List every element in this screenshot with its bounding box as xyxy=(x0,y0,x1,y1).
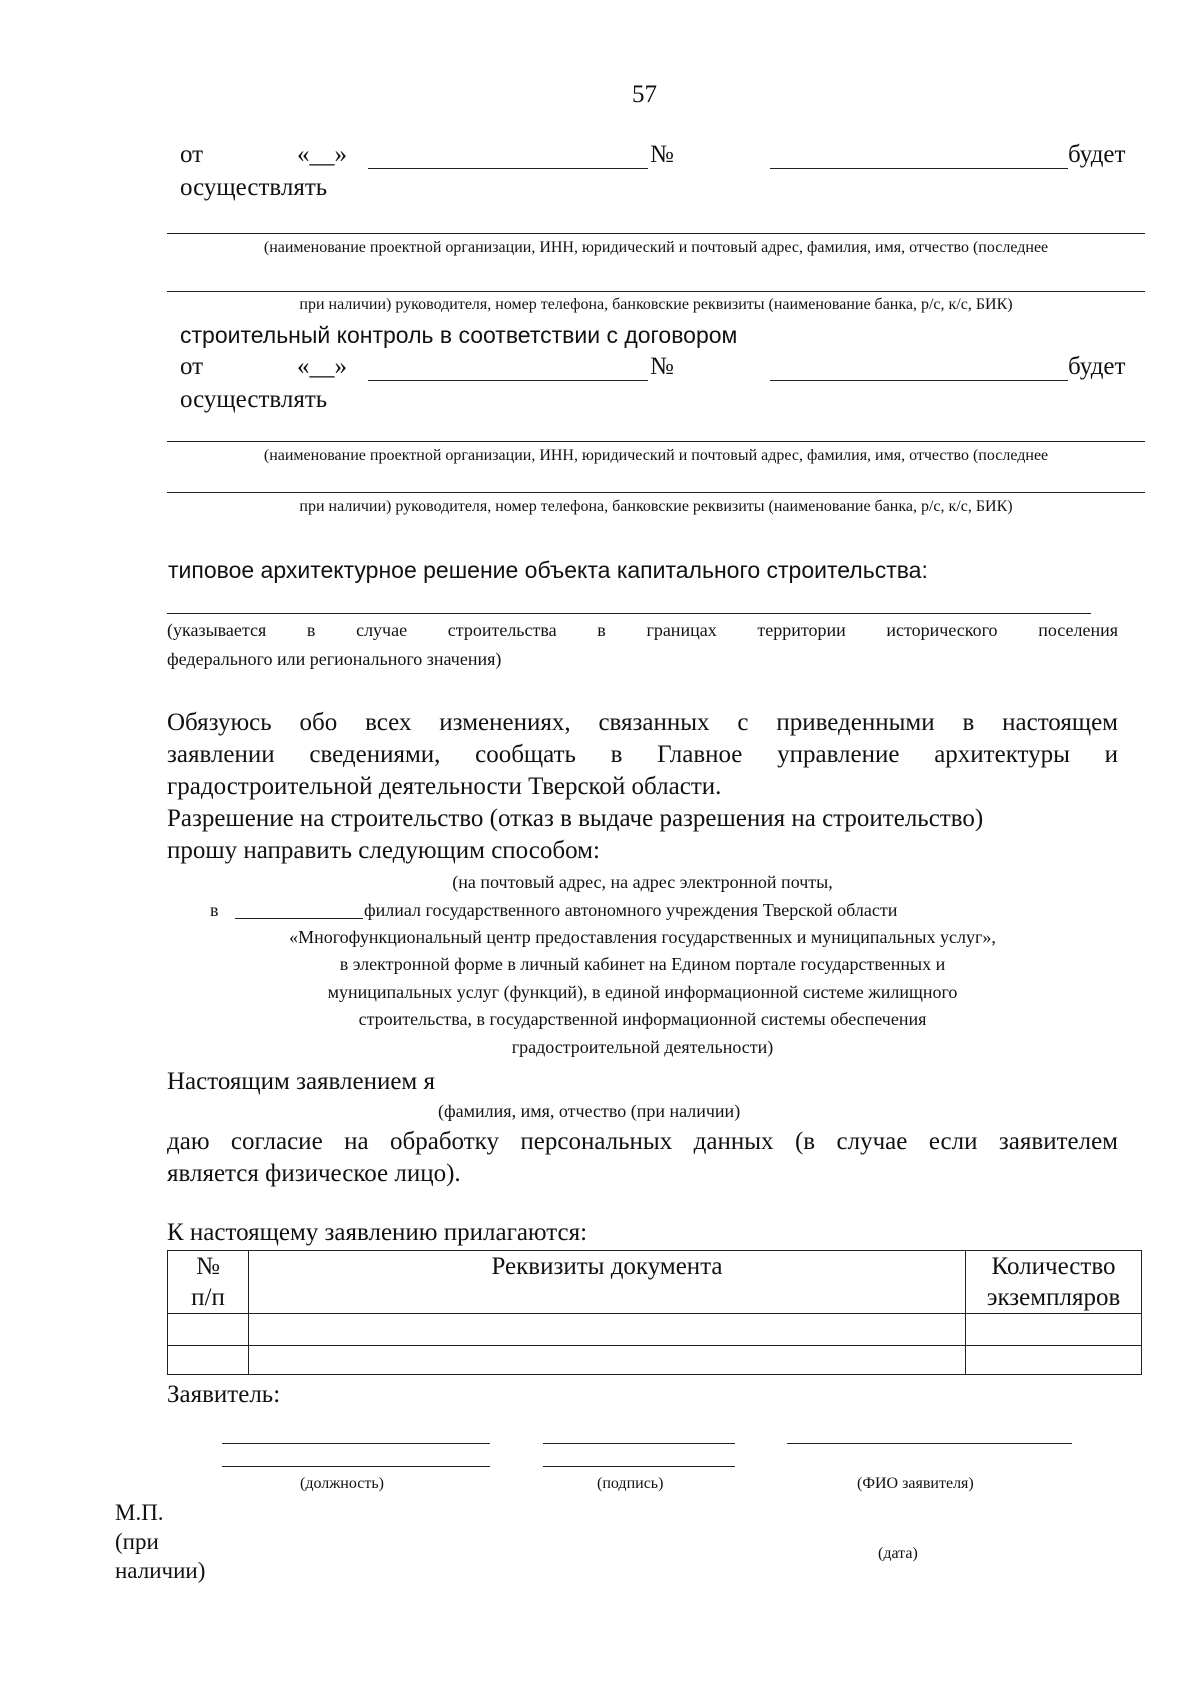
sposob-line-4: в электронной форме в личный кабинет на Едином портале государственных и xyxy=(339,954,946,974)
stroy-kontrol-text: строительный контроль в соответствии с договором xyxy=(180,322,738,348)
header-requisites: Реквизиты документа xyxy=(249,1251,966,1314)
header-quantity: Количество экземпляров xyxy=(966,1251,1142,1314)
ot-label-2: от xyxy=(180,353,204,380)
org-caption-3: (наименование проектной организации, ИНН, юридический и почтовый адрес, фамилия, имя, отчество (последнее xyxy=(263,447,1049,464)
position-caption: (должность) xyxy=(300,1475,384,1492)
org-line-1 xyxy=(167,233,1145,234)
sposob-line-1: (на почтовый адрес, на адрес электронной почты, xyxy=(452,872,833,892)
sposob-prefix: в xyxy=(210,900,219,920)
soglasie-line-1: даю согласие на обработку персональных данных (в случае если заявителем xyxy=(167,1128,1118,1155)
osushchestvlyat-label: осуществлять xyxy=(180,174,328,201)
soglasie-line-2: является физическое лицо). xyxy=(167,1160,461,1187)
table-cell xyxy=(966,1314,1142,1346)
attachments-table xyxy=(167,1250,1142,1375)
table-cell xyxy=(966,1346,1142,1375)
fio-caption: (фамилия, имя, отчество (при наличии) xyxy=(438,1101,741,1121)
sposob-line-3: «Многофункциональный центр предоставления государственных и муниципальных услуг», xyxy=(289,927,996,947)
table-cell xyxy=(249,1346,966,1375)
obyaz-line-2: заявлении сведениями, сообщать в Главное управление архитектуры и xyxy=(167,741,1118,768)
ot-label: от xyxy=(180,141,204,168)
number-sign-2: № xyxy=(650,353,674,380)
table-row xyxy=(168,1314,1142,1346)
razresh-line-2: прошу направить следующим способом: xyxy=(167,837,600,864)
table-header-row xyxy=(168,1251,1142,1314)
mp-line-3: наличии) xyxy=(115,1558,206,1583)
obyaz-line-3: градостроительной деятельности Тверской области. xyxy=(167,773,722,800)
razresh-line-1: Разрешение на строительство (отказ в выдаче разрешения на строительство) xyxy=(167,805,984,832)
date-caption: (дата) xyxy=(878,1545,918,1562)
prilag-title: К настоящему заявлению прилагаются: xyxy=(167,1219,588,1246)
contract-number-line xyxy=(770,168,1068,169)
contract-date-line xyxy=(368,168,648,169)
org-caption-2: при наличии) руководителя, номер телефона, банковские реквизиты (наименование банка, р/с, к/с, БИК) xyxy=(299,296,1013,313)
signature-line xyxy=(543,1443,735,1444)
table-cell xyxy=(168,1314,249,1346)
sposob-line-5: муниципальных услуг (функций), в единой информационной системе жилищного xyxy=(327,982,958,1002)
table-cell xyxy=(249,1314,966,1346)
date-quote-blank: «__» xyxy=(297,141,347,168)
tipovoe-note-2: федерального или регионального значения) xyxy=(167,649,502,669)
table-row xyxy=(168,1346,1142,1375)
org-line-2 xyxy=(167,291,1145,292)
osushchestvlyat-label-2: осуществлять xyxy=(180,386,328,413)
tipovoe-note-1: (указывается в случае строительства в границах территории исторического поселения xyxy=(167,620,1118,640)
tipovoe-line xyxy=(167,613,1091,614)
number-sign: № xyxy=(650,141,674,168)
signature-line-2 xyxy=(543,1466,735,1467)
budet-label-2: будет xyxy=(1068,353,1126,380)
zayavitel-label: Заявитель: xyxy=(167,1381,281,1408)
org-caption-4: при наличии) руководителя, номер телефона, банковские реквизиты (наименование банка, р/с, к/с, БИК) xyxy=(299,498,1013,515)
sposob-line-6: строительства, в государственной информационной системы обеспечения xyxy=(358,1009,927,1029)
table-cell xyxy=(168,1346,249,1375)
position-line-2 xyxy=(222,1466,490,1467)
page-number: 57 xyxy=(632,81,657,108)
mp-line-1: М.П. xyxy=(115,1500,164,1525)
mp-line-2: (при xyxy=(115,1529,159,1554)
date-quote-blank-2: «__» xyxy=(297,353,347,380)
tipovoe-text: типовое архитектурное решение объекта капитального строительства: xyxy=(168,557,928,583)
nastoyashchim-text: Настоящим заявлением я xyxy=(167,1068,436,1095)
fio-line xyxy=(787,1443,1072,1444)
position-line xyxy=(222,1443,490,1444)
org-line-3 xyxy=(167,441,1145,442)
fio-applicant-caption: (ФИО заявителя) xyxy=(857,1475,974,1492)
contract-date-line-2 xyxy=(368,380,648,381)
org-line-4 xyxy=(167,492,1145,493)
obyaz-line-1: Обязуюсь обо всех изменениях, связанных с приведенными в настоящем xyxy=(167,709,1118,736)
signature-caption: (подпись) xyxy=(597,1475,664,1492)
header-number: № п/п xyxy=(168,1251,249,1314)
budet-label: будет xyxy=(1068,141,1126,168)
sposob-line-2: филиал государственного автономного учреждения Тверской области xyxy=(364,900,898,920)
org-caption-1: (наименование проектной организации, ИНН, юридический и почтовый адрес, фамилия, имя, отчество (последнее xyxy=(263,239,1049,256)
filial-blank-line xyxy=(235,918,363,919)
contract-number-line-2 xyxy=(770,380,1068,381)
sposob-line-7: градостроительной деятельности) xyxy=(511,1037,774,1057)
